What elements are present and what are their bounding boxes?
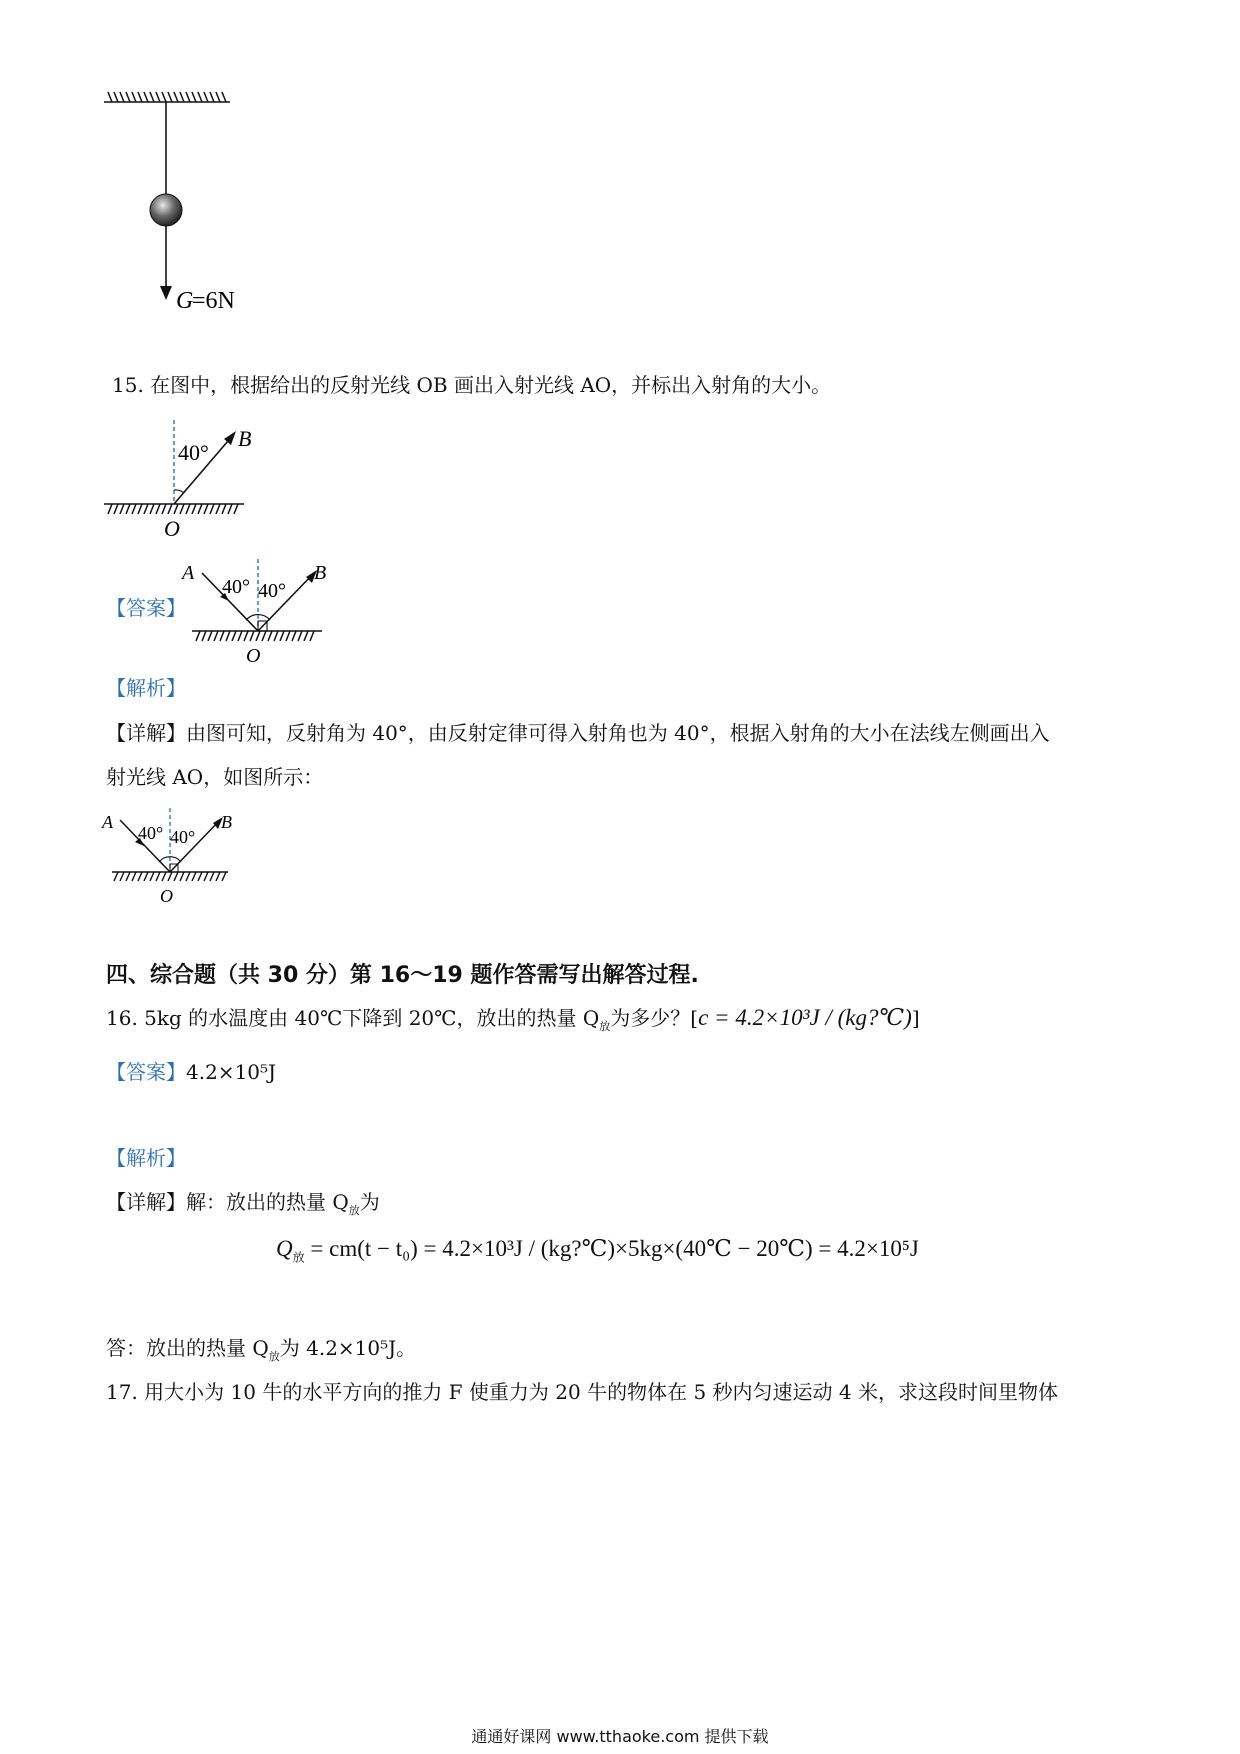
detail-angle-right: 40° xyxy=(170,827,196,847)
q15-angle: 40° xyxy=(178,440,209,465)
q16-detail xyxy=(106,1190,380,1223)
detail-label: 【详解】 xyxy=(106,721,186,745)
gravity-figure xyxy=(100,90,280,350)
detail-label-b: B xyxy=(221,812,232,832)
q15-detail-line2: 射光线 AO，如图所示： xyxy=(106,765,324,789)
q16-text-b: 为多少？[ xyxy=(610,1006,699,1030)
detail-label-a: A xyxy=(102,812,113,832)
mirror-surface xyxy=(112,872,228,881)
q16-sub: 放 xyxy=(599,1020,611,1033)
q16-detail-a: 解：放出的热量 Q xyxy=(186,1190,349,1214)
angle-arc xyxy=(174,490,184,493)
calc-sub: 放 xyxy=(292,1250,305,1265)
analysis-label: 【解析】 xyxy=(106,676,186,700)
gravity-label-eq: =6N xyxy=(192,288,235,314)
detail-text: 由图可知，反射角为 40°，由反射定律可得入射角也为 40°，根据入射角的大小在法线左侧画出入 xyxy=(186,721,1050,745)
q16-conclusion xyxy=(106,1336,416,1369)
q16-detail-b: 为 xyxy=(359,1190,380,1214)
q16-conclusion-b: 为 4.2×10⁵J。 xyxy=(279,1336,417,1360)
q15-figure xyxy=(100,412,270,542)
q15-detail-line1 xyxy=(106,721,1050,745)
calc-lhs: Q xyxy=(276,1236,293,1261)
q16-answer xyxy=(106,1060,276,1084)
answer-label-a: A xyxy=(182,562,195,584)
q15-label-b: B xyxy=(238,426,252,451)
detail-figure xyxy=(100,806,240,906)
q15-label-o: O xyxy=(164,516,180,541)
q16-text-c: ] xyxy=(911,1006,920,1030)
answer-label: 【答案】 xyxy=(106,596,186,620)
calc-rhs: = cm(t − t₀) = 4.2×10³J / (kg?℃)×5kg×(40℃ − 20℃) = 4.2×10⁵J xyxy=(304,1236,919,1261)
section-heading: 四、综合题（共 30 分）第 16～19 题作答需写出解答过程. xyxy=(106,963,699,988)
q15-text: 15. 在图中，根据给出的反射光线 OB 画出入射光线 AO，并标出入射角的大小。 xyxy=(112,373,832,397)
detail-angle-left: 40° xyxy=(138,823,164,843)
q16-answer-label: 【答案】 xyxy=(106,1060,186,1084)
q16-conclusion-sub: 放 xyxy=(268,1350,280,1363)
mirror-surface xyxy=(104,504,244,514)
gravity-arrowhead xyxy=(160,286,172,300)
q16-text xyxy=(106,1006,920,1039)
ceiling-hatch xyxy=(104,92,230,102)
q17-text: 17. 用大小为 10 牛的水平方向的推力 F 使重力为 20 牛的物体在 5 秒内匀速运动 4 米，求这段时间里物体 xyxy=(106,1380,1058,1404)
q16-conclusion-a: 答：放出的热量 Q xyxy=(106,1336,269,1360)
q16-detail-sub: 放 xyxy=(348,1204,360,1217)
answer-angle-left: 40° xyxy=(222,576,250,598)
ball xyxy=(150,194,182,226)
footer: 通通好课网 www.tthaoke.com 提供下载 xyxy=(471,1727,769,1746)
answer-angle-right: 40° xyxy=(258,580,286,602)
q16-analysis-label: 【解析】 xyxy=(106,1146,186,1170)
q16-answer-value: 4.2×10⁵J xyxy=(186,1060,277,1084)
detail-label-o: O xyxy=(160,886,173,906)
q16-calculation xyxy=(276,1236,919,1266)
answer-label-b: B xyxy=(314,562,327,584)
gravity-label-g: G xyxy=(176,288,194,314)
q16-formula: c = 4.2×10³J / (kg?℃) xyxy=(698,1005,912,1030)
q16-text-a: 16. 5kg 的水温度由 40℃下降到 20℃，放出的热量 Q xyxy=(106,1006,600,1030)
answer-figure xyxy=(180,555,340,670)
mirror-surface xyxy=(192,631,322,641)
answer-label-o: O xyxy=(246,645,261,667)
q16-detail-label: 【详解】 xyxy=(106,1190,186,1214)
